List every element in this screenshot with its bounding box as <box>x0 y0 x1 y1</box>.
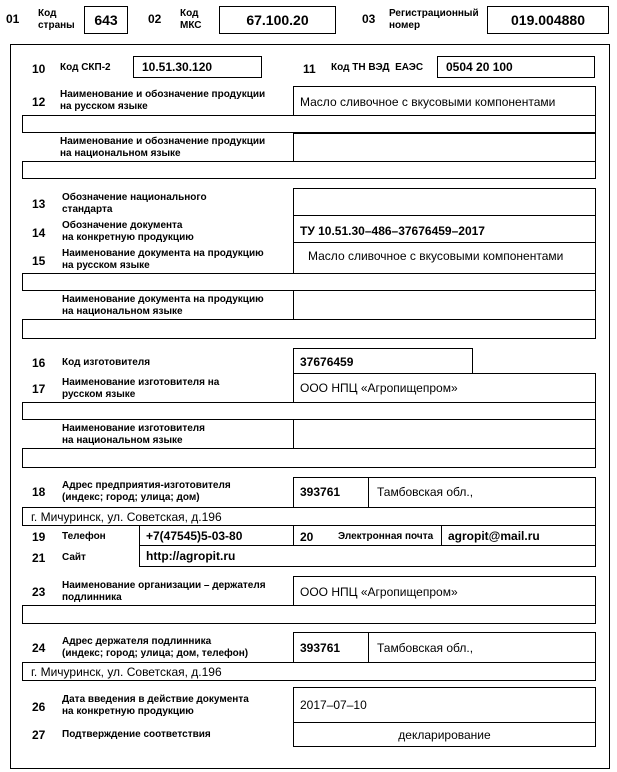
field-24-number: 24 <box>32 641 46 655</box>
field-14-number: 14 <box>32 226 46 240</box>
product-name-national-box <box>293 133 596 162</box>
manufacturer-name-national-continuation <box>22 448 596 468</box>
national-standard-box <box>293 188 596 216</box>
manufacturer-name-ru-value: ООО НПЦ «Агропищепром» <box>300 381 458 395</box>
field-26-number: 26 <box>32 700 46 714</box>
product-document-box <box>293 215 596 243</box>
field-23-number: 23 <box>32 585 46 599</box>
document-name-national-box <box>293 290 596 320</box>
website-box <box>139 545 596 567</box>
holder-address-index: 393761 <box>300 641 341 655</box>
field-15-number: 15 <box>32 254 46 268</box>
manufacturer-name-national-label: Наименование изготовителя на национальном языке <box>62 423 205 446</box>
product-name-ru-continuation <box>22 115 596 133</box>
manufacturer-name-ru-box <box>293 373 596 403</box>
conformity-box <box>293 722 596 747</box>
holder-address-street: г. Мичуринск, ул. Советская, д.196 <box>31 665 222 679</box>
field-23-label: Наименование организации – держателя подлинника <box>62 580 266 603</box>
field-02-number: 02 <box>148 12 162 26</box>
address-index-divider <box>368 477 369 508</box>
field-13-label: Обозначение национального стандарта <box>62 192 207 215</box>
manufacturer-address-index: 393761 <box>300 485 341 499</box>
field-01-number: 01 <box>6 12 20 26</box>
field-11-number: 11 <box>303 62 316 76</box>
field-11-label: Код ТН ВЭД ЕАЭС <box>331 62 424 73</box>
registration-number-value: 019.004880 <box>487 6 609 34</box>
field-24-label: Адрес держателя подлинника (индекс; город; улица; дом, телефон) <box>62 636 249 659</box>
website-value: http://agropit.ru <box>146 549 236 563</box>
document-name-ru-continuation <box>22 273 596 291</box>
phone-value: +7(47545)5-03-80 <box>146 529 243 543</box>
product-name-national-continuation <box>22 161 596 179</box>
effective-date-value: 2017–07–10 <box>300 698 367 712</box>
manufacturer-address-region: Тамбовская обл., <box>377 485 474 499</box>
holder-address-street-box <box>22 662 596 681</box>
document-name-ru-value: Масло сливочное с вкусовыми компонентами <box>308 249 564 263</box>
effective-date-box <box>293 687 596 723</box>
tn-ved-code-value: 0504 20 100 <box>446 60 513 74</box>
country-code-value: 643 <box>84 6 128 34</box>
document-name-ru-box <box>293 242 596 274</box>
holder-address-index-divider <box>368 632 369 663</box>
original-holder-value: ООО НПЦ «Агропищепром» <box>300 585 458 599</box>
field-20-label: Электронная почта <box>338 531 434 542</box>
manufacturer-address-street-box <box>22 507 596 526</box>
manufacturer-address-street: г. Мичуринск, ул. Советская, д.196 <box>31 510 222 524</box>
field-15-label: Наименование документа на продукцию на русском языке <box>62 248 264 271</box>
field-16-label: Код изготовителя <box>62 357 151 368</box>
field-14-label: Обозначение документа на конкретную продукцию <box>62 220 194 243</box>
field-27-number: 27 <box>32 728 46 742</box>
skp2-code-box <box>133 56 262 78</box>
field-21-number: 21 <box>32 551 46 565</box>
field-03-number: 03 <box>362 12 376 26</box>
field-16-number: 16 <box>32 356 46 370</box>
manufacturer-code-value: 37676459 <box>300 355 354 369</box>
field-18-number: 18 <box>32 485 46 499</box>
field-12-number: 12 <box>32 95 46 109</box>
document-name-national-label: Наименование документа на продукцию на национальном языке <box>62 294 264 317</box>
email-value: agropit@mail.ru <box>448 529 540 543</box>
manufacturer-name-national-box <box>293 419 596 449</box>
field-03-label: Регистрационный номер <box>389 8 479 31</box>
holder-address-region: Тамбовская обл., <box>377 641 474 655</box>
field-20-number: 20 <box>300 530 314 544</box>
conformity-value: декларирование <box>398 728 491 742</box>
field-02-label: Код МКС <box>180 8 202 31</box>
field-18-label: Адрес предприятия-изготовителя (индекс; город; улица; дом) <box>62 480 231 503</box>
product-name-ru-value: Масло сливочное с вкусовыми компонентами <box>300 95 556 109</box>
field-17-number: 17 <box>32 382 46 396</box>
product-name-national-label: Наименование и обозначение продукции на национальном языке <box>60 136 266 159</box>
field-26-label: Дата введения в действие документа на конкретную продукцию <box>62 694 249 717</box>
product-name-ru-box <box>293 86 596 116</box>
original-holder-box <box>293 576 596 606</box>
mks-code-value: 67.100.20 <box>219 6 336 34</box>
field-12-label: Наименование и обозначение продукции на русском языке <box>60 89 266 112</box>
document-name-national-continuation <box>22 319 596 339</box>
skp2-code-value: 10.51.30.120 <box>142 60 213 74</box>
contacts-row-divider-1 <box>293 525 294 546</box>
field-01-label: Код страны <box>38 8 75 31</box>
field-21-label: Сайт <box>62 552 86 563</box>
tn-ved-code-box <box>437 56 595 78</box>
contacts-row-divider-2 <box>441 525 442 546</box>
field-19-number: 19 <box>32 530 46 544</box>
manufacturer-code-box <box>293 348 473 374</box>
field-10-number: 10 <box>32 62 46 76</box>
field-27-label: Подтверждение соответствия <box>62 729 211 740</box>
field-13-number: 13 <box>32 197 46 211</box>
field-19-label: Телефон <box>62 531 106 542</box>
product-document-value: ТУ 10.51.30–486–37676459–2017 <box>300 224 485 238</box>
manufacturer-name-ru-continuation <box>22 402 596 420</box>
original-holder-continuation <box>22 605 596 624</box>
field-10-label: Код СКП-2 <box>60 62 111 73</box>
field-17-label: Наименование изготовителя на русском языке <box>62 377 220 400</box>
